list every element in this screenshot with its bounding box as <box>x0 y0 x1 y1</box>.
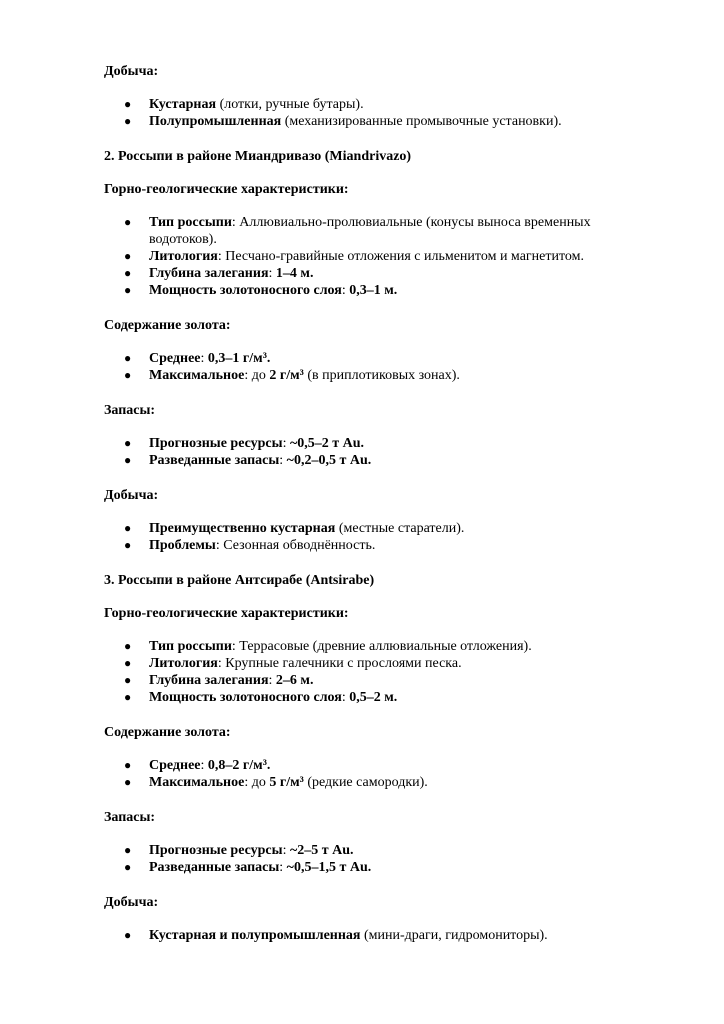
s3-geo-heading: Горно-геологические характеристики: <box>104 606 349 621</box>
s2-content-list <box>104 350 624 384</box>
s2-mining-heading: Добыча: <box>104 488 159 503</box>
section-3-title: 3. Россыпи в районе Антсирабе (Antsirabe) <box>104 573 375 588</box>
bullet-icon: ● <box>124 114 132 128</box>
s1-mining-list <box>104 96 624 130</box>
bullet-icon: ● <box>124 266 132 280</box>
list-item: ● Разведанные запасы: ~0,5–1,5 т Au. <box>124 860 372 875</box>
section-2-title: 2. Россыпи в районе Миандривазо (Miandrivazo) <box>104 149 412 164</box>
list-item: ● Преимущественно кустарная (местные старатели). <box>124 521 465 536</box>
bullet-icon: ● <box>124 521 132 535</box>
s2-geo-list <box>104 214 624 299</box>
list-item: ● Глубина залегания: 2–6 м. <box>124 673 314 688</box>
bullet-icon: ● <box>124 656 132 670</box>
list-item: ● Среднее: 0,8–2 г/м³. <box>124 758 271 773</box>
bullet-icon: ● <box>124 843 132 857</box>
s1-mining-heading: Добыча: <box>104 64 159 79</box>
bullet-icon: ● <box>124 538 132 552</box>
list-item: ● Максимальное: до 5 г/м³ (редкие самородки). <box>124 775 428 790</box>
list-item: ● Максимальное: до 2 г/м³ (в приплотиковых зонах). <box>124 368 460 383</box>
bullet-icon: ● <box>124 775 132 789</box>
s2-reserves-heading: Запасы: <box>104 403 156 418</box>
list-item: ● Среднее: 0,3–1 г/м³. <box>124 351 271 366</box>
s2-reserves-list <box>104 435 624 469</box>
bullet-icon: ● <box>124 860 132 874</box>
list-item: ● Литология: Крупные галечники с прослоями песка. <box>124 656 462 671</box>
bullet-icon: ● <box>124 97 132 111</box>
list-item: ● Кустарная (лотки, ручные бутары). <box>124 97 364 112</box>
bullet-icon: ● <box>124 639 132 653</box>
s3-mining-heading: Добыча: <box>104 895 159 910</box>
bullet-icon: ● <box>124 690 132 704</box>
s2-content-heading: Содержание золота: <box>104 318 231 333</box>
bullet-icon: ● <box>124 215 132 229</box>
bullet-icon: ● <box>124 758 132 772</box>
bullet-icon: ● <box>124 436 132 450</box>
s3-content-heading: Содержание золота: <box>104 725 231 740</box>
list-item: ● Мощность золотоносного слоя: 0,5–2 м. <box>124 690 398 705</box>
bullet-icon: ● <box>124 249 132 263</box>
s3-content-list <box>104 757 624 791</box>
bullet-icon: ● <box>124 283 132 297</box>
list-item: ● Кустарная и полупромышленная (мини-драги, гидромониторы). <box>124 928 548 943</box>
list-item: ● Литология: Песчано-гравийные отложения с ильменитом и магнетитом. <box>124 249 584 264</box>
s3-reserves-list <box>104 842 624 876</box>
document-page <box>104 63 624 944</box>
s3-reserves-heading: Запасы: <box>104 810 156 825</box>
list-item: ● Полупромышленная (механизированные промывочные установки). <box>124 114 562 129</box>
list-item: ● Прогнозные ресурсы: ~0,5–2 т Au. <box>124 436 365 451</box>
bullet-icon: ● <box>124 351 132 365</box>
s3-mining-list <box>104 927 624 944</box>
list-item: ● Тип россыпи: Аллювиально-пролювиальные (конусы выноса временных водотоков). <box>124 215 591 247</box>
list-item: ● Прогнозные ресурсы: ~2–5 т Au. <box>124 843 354 858</box>
s2-mining-list <box>104 520 624 554</box>
bullet-icon: ● <box>124 453 132 467</box>
list-item: ● Тип россыпи: Террасовые (древние аллювиальные отложения). <box>124 639 532 654</box>
s2-geo-heading: Горно-геологические характеристики: <box>104 182 349 197</box>
bullet-icon: ● <box>124 673 132 687</box>
bullet-icon: ● <box>124 368 132 382</box>
list-item: ● Проблемы: Сезонная обводнённость. <box>124 538 376 553</box>
bullet-icon: ● <box>124 928 132 942</box>
list-item: ● Глубина залегания: 1–4 м. <box>124 266 314 281</box>
list-item: ● Разведанные запасы: ~0,2–0,5 т Au. <box>124 453 372 468</box>
s3-geo-list <box>104 638 624 706</box>
list-item: ● Мощность золотоносного слоя: 0,3–1 м. <box>124 283 398 298</box>
